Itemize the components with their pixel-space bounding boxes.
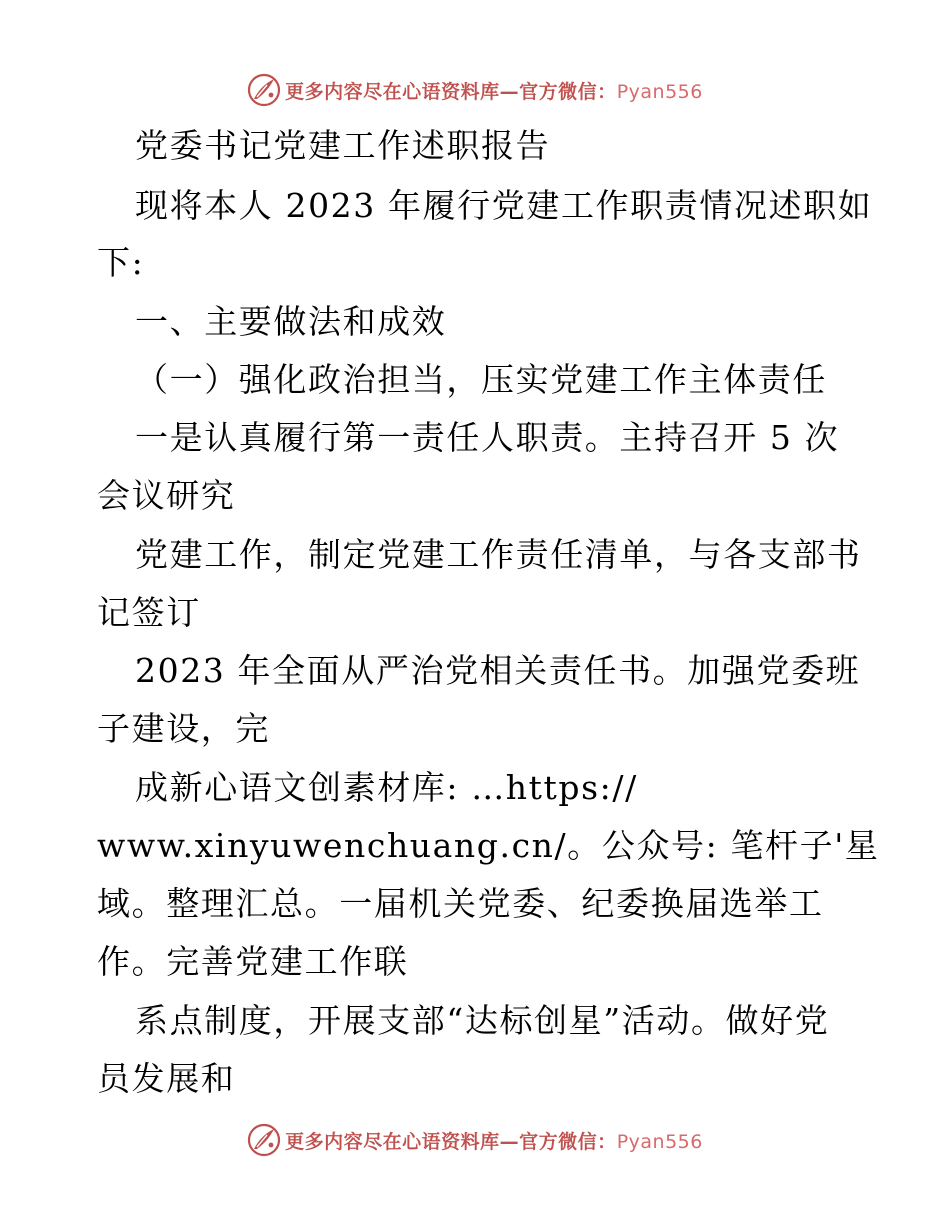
banner-wechat-label: 官方微信：: [519, 80, 617, 103]
banner-separator: —: [499, 80, 520, 103]
paragraph-line: 一是认真履行第一责任人职责。主持召开 5 次: [135, 418, 840, 457]
paragraph-line-url: www.xinyuwenchuang.cn/。公众号: 笔杆子'星: [97, 826, 880, 865]
paragraph-line: 员发展和: [97, 1059, 236, 1098]
paragraph-line: 会议研究: [97, 476, 236, 515]
paragraph-line: 作。完善党建工作联: [97, 942, 409, 981]
paragraph-line: 2023 年全面从严治党相关责任书。加强党委班: [135, 651, 861, 690]
banner-wechat-id: Pyan556: [616, 80, 703, 103]
banner-main-text: 更多内容尽在心语资料库: [285, 1130, 500, 1153]
document-title: 党委书记党建工作述职报告: [135, 126, 551, 165]
banner-main-text: 更多内容尽在心语资料库: [285, 80, 500, 103]
paragraph-line: 党建工作，制定党建工作责任清单，与各支部书: [135, 535, 862, 574]
banner-wechat-id: Pyan556: [616, 1130, 703, 1153]
banner-wechat-label: 官方微信：: [519, 1130, 617, 1153]
banner-separator: —: [499, 1130, 520, 1153]
paragraph-line: 下:: [97, 243, 145, 282]
section-heading: 一、主要做法和成效: [135, 302, 447, 341]
paragraph-line: 系点制度，开展支部“达标创星”活动。做好党: [135, 1001, 830, 1040]
footer-banner: [0, 1120, 950, 1160]
paragraph-line: 域。整理汇总。一届机关党委、纪委换届选举工: [97, 884, 824, 923]
paragraph-line: 子建设，完: [97, 709, 270, 748]
paragraph-line: 成新心语文创素材库: …https://: [135, 768, 638, 807]
paragraph-line: 现将本人 2023 年履行党建工作职责情况述职如: [135, 186, 873, 225]
paragraph-line: 记签订: [97, 593, 201, 632]
pen-quill-logo-icon: [247, 1123, 281, 1157]
banner-text: [285, 1127, 703, 1154]
subsection-heading: （一）强化政治担当，压实党建工作主体责任: [135, 360, 827, 399]
